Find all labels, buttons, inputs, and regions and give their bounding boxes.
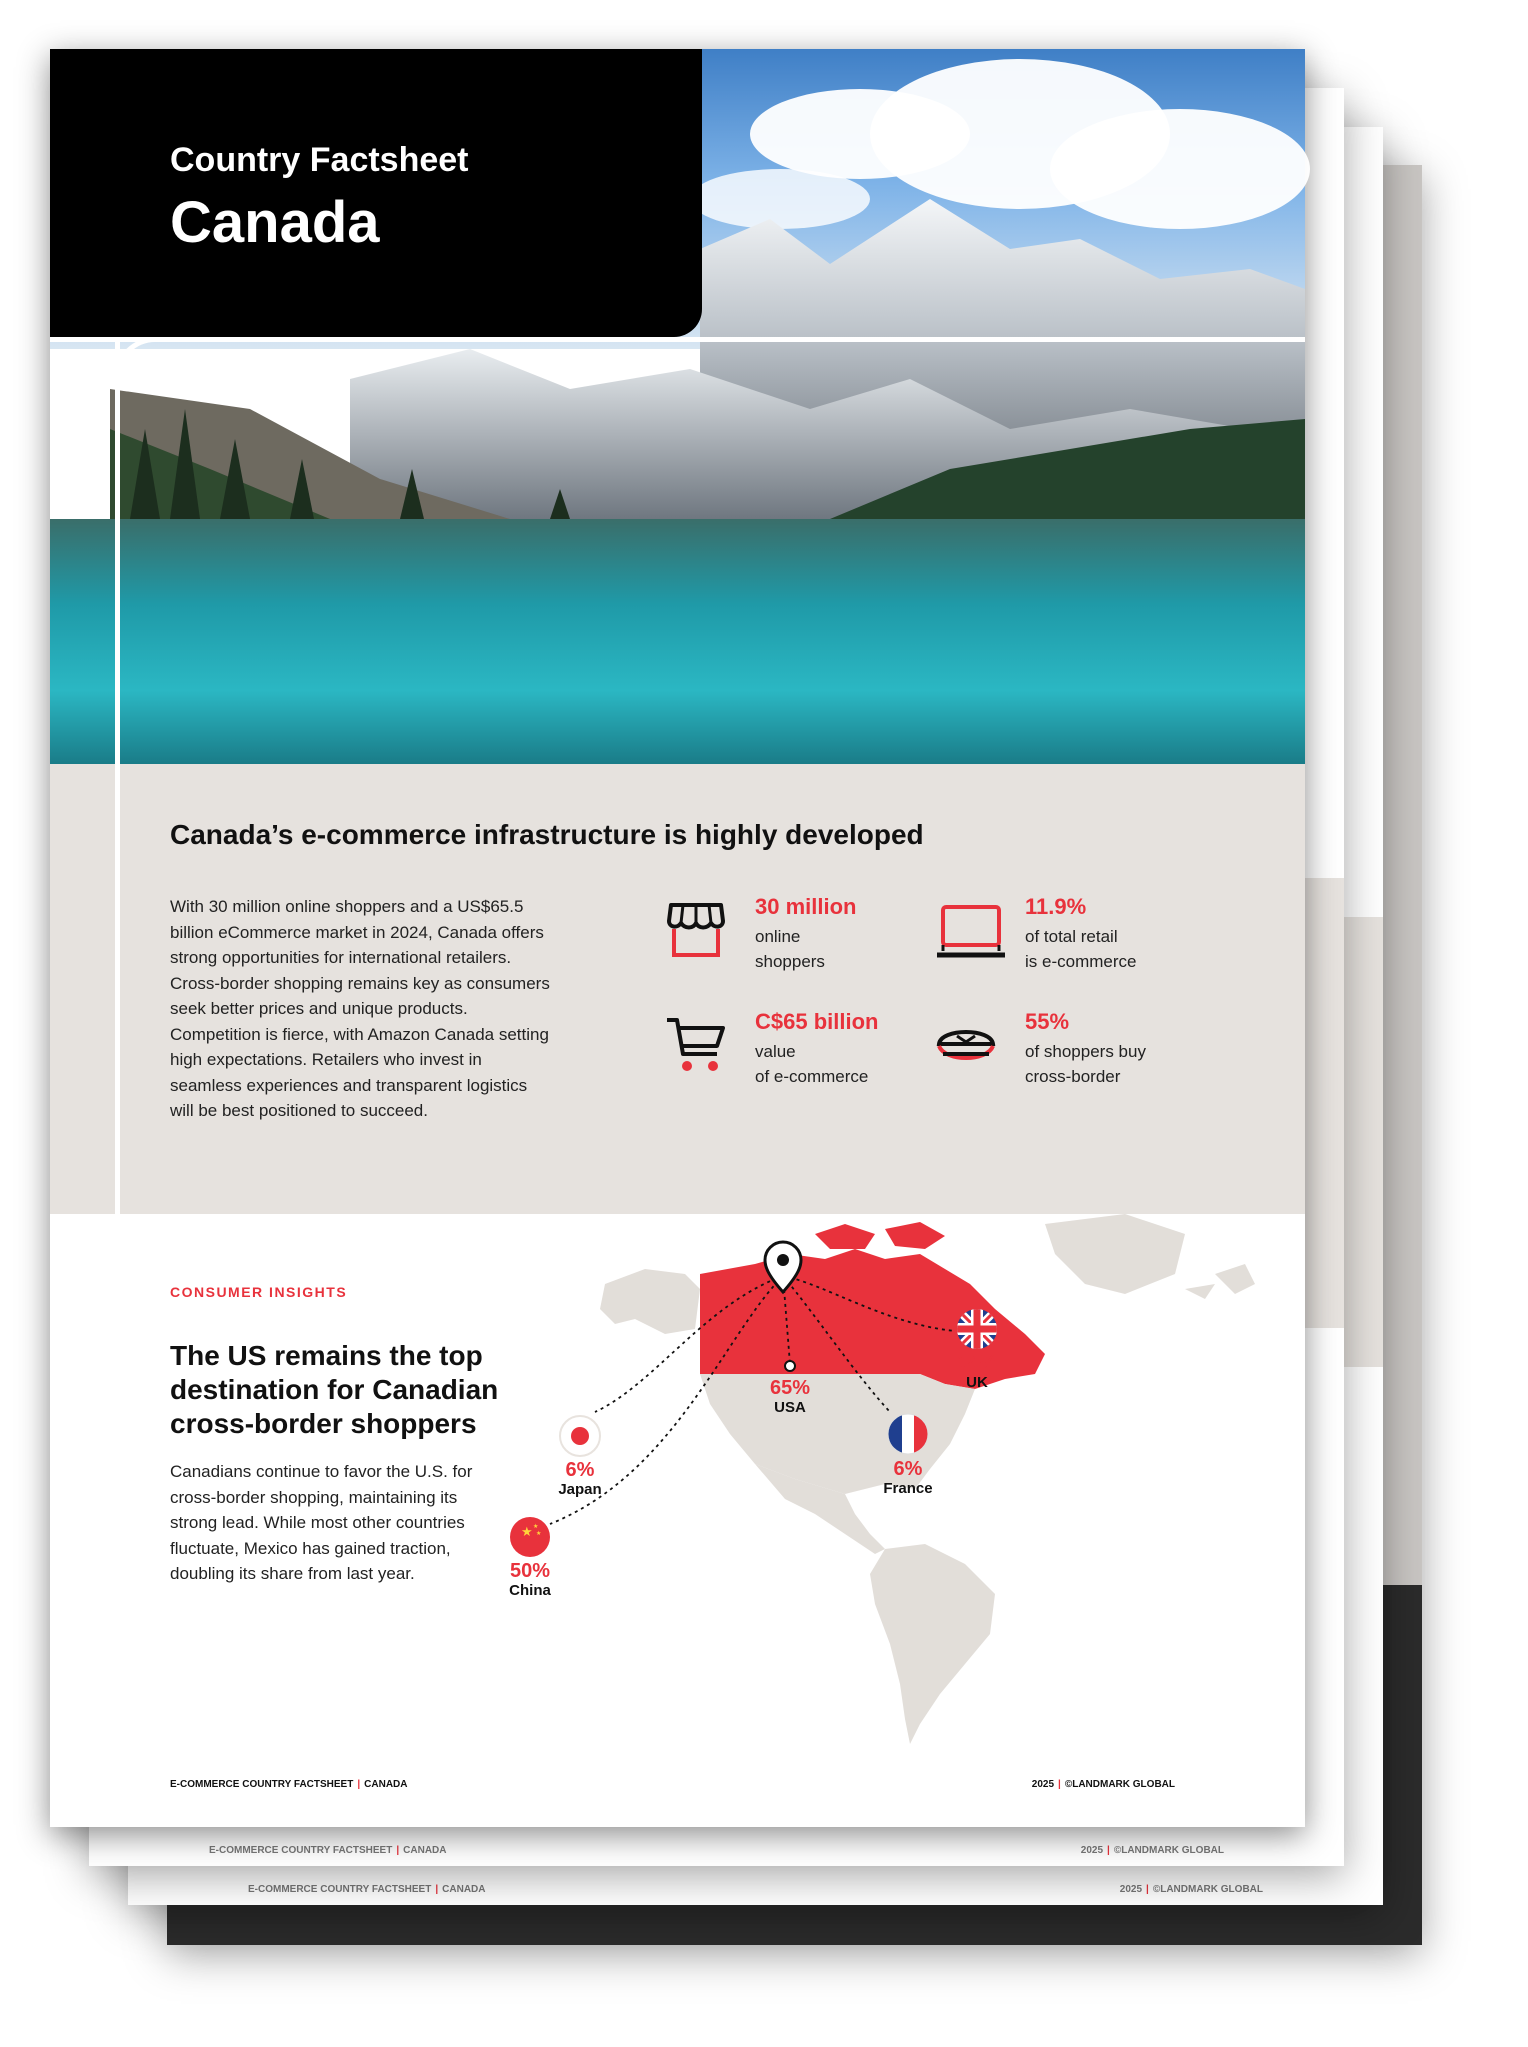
svg-text:★: ★ [533, 1523, 539, 1530]
insights-body: Canadians continue to favor the U.S. for cross-border shopping, maintaining its strong lead. While most other countries fluctuate, Mexico has gained traction, doubling its share from last year. [170, 1462, 473, 1583]
usa-label: USA [774, 1399, 806, 1416]
page-title: Canada [170, 190, 380, 255]
china-share: 50% [509, 1560, 551, 1582]
destinations-map [509, 1214, 1305, 1759]
uk-share: 14% [956, 1352, 998, 1374]
japan-flag-icon [560, 1416, 600, 1456]
footer-left: E-COMMERCE COUNTRY FACTSHEET | CANADA [170, 1779, 408, 1790]
storefront-icon [665, 899, 727, 961]
background-sheet-2: E-COMMERCE COUNTRY FACTSHEET | CANADA 2025 | ©LANDMARK GLOBAL [128, 127, 1383, 1905]
uk-label: UK [966, 1374, 988, 1391]
hero-landscape-image [50, 49, 1305, 764]
svg-text:★: ★ [521, 1525, 533, 1540]
overview-body: With 30 million online shoppers and a US$65.5 billion eCommerce market in 2024, Canada offers strong opportunities for international retailers. Cross-border shopping remains key as consumers seek better prices and unique products. Competition is fierce, with Amazon Canada setting high expectations. Retailers who invest in seamless experiences and transparent logistics will be best positioned to succeed. [170, 897, 550, 1120]
overview-title: Canada’s e-commerce infrastructure is highly developed [170, 819, 924, 850]
france-flag-icon [888, 1414, 928, 1454]
decorative-frame-line [115, 342, 120, 1272]
japan-share: 6% [565, 1459, 595, 1481]
background-sheet-1: E-COMMERCE COUNTRY FACTSHEET | CANADA 2025 | ©LANDMARK GLOBAL [89, 88, 1344, 1866]
shopping-cart-icon [665, 1014, 727, 1076]
title-block [50, 49, 702, 337]
overview-section: Canada’s e-commerce infrastructure is highly developed With 30 million online shoppers and a US$65.5 billion eCommerce market in 2024, Canada offers strong opportunities for international retailers. Cross-border shopping remains key as consumers seek better prices and unique products. Competition is fierce, with Amazon Canada setting high expectations. Retailers who invest in seamless experiences and transparent logistics will be best positioned to succeed. 30 million online shoppers 11.9% of total retail is e-commerce C$65 billion value of e-commerce 55% of shoppers buy cross-border [50, 764, 1305, 1214]
pilot-cap-icon [935, 1014, 997, 1076]
laptop-icon [935, 899, 1007, 961]
factsheet-page [50, 49, 1305, 1827]
svg-text:★: ★ [536, 1530, 542, 1537]
section-label: CONSUMER INSIGHTS [170, 1284, 348, 1300]
consumer-insights-section [50, 1214, 1305, 1827]
insights-headline: The US remains the top destination for Canadian cross-border shoppers [170, 1340, 499, 1439]
japan-label: Japan [558, 1481, 602, 1498]
france-share: 6% [893, 1458, 923, 1480]
china-flag-icon [510, 1517, 550, 1557]
footer-right: 2025 | ©LANDMARK GLOBAL [1031, 1779, 1175, 1790]
france-label: France [883, 1480, 933, 1497]
usa-share: 65% [769, 1377, 811, 1399]
china-label: China [509, 1582, 551, 1599]
factsheet-kicker: Country Factsheet [170, 141, 469, 179]
